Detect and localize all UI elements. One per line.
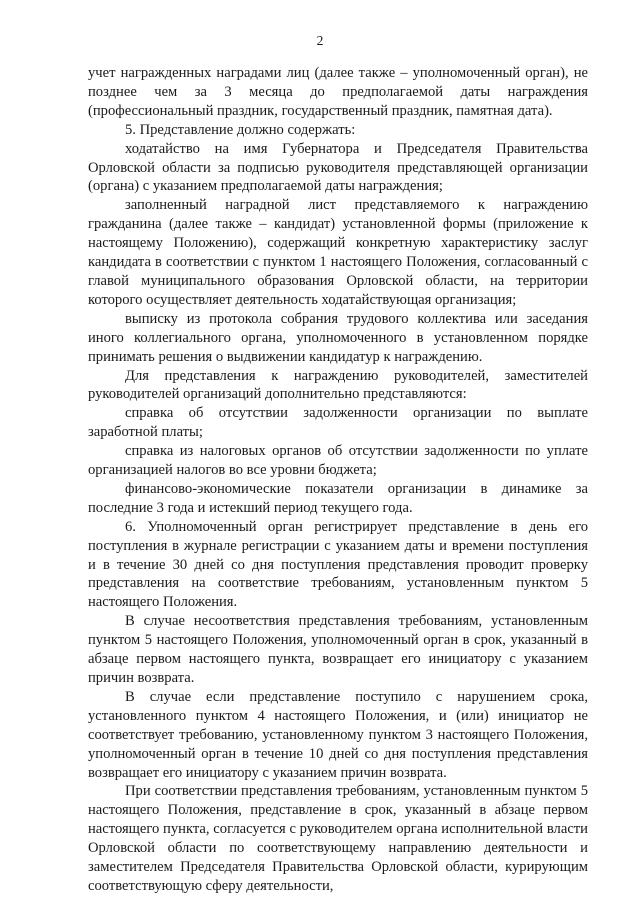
paragraph-salary-certificate: справка об отсутствии задолженности организации по выплате заработной платы; [88,405,588,441]
paragraph-managers-additional: Для представления к награждению руководителей, заместителей руководителей организаций дополнительно представляются: [88,367,588,403]
paragraph-tax-certificate: справка из налоговых органов об отсутствии задолженности по уплате организацией налогов во все уровни бюджета; [88,443,588,479]
paragraph-late-submission-return: В случае если представление поступило с нарушением срока, установленного пунктом 4 настоящего Положения, и (или) инициатор не соответствует требованию, установленному пунктом 3 настоящего Положения, уполномоченный орган в течение 10 дней со дня поступления представления возвращает его инициатору с указанием причин возврата. [88,688,588,781]
paragraph-protocol-extract: выписку из протокола собрания трудового коллектива или заседания иного коллегиального органа, уполномоченного в установленном порядке принимать решения о выдвижении кандидатур к награждению. [88,310,588,365]
paragraph-petition: ходатайство на имя Губернатора и Председателя Правительства Орловской области за подписью руководителя представляющей организации (органа) с указанием предполагаемой даты награждения; [88,140,588,195]
paragraph-section-6-registration: 6. Уполномоченный орган регистрирует представление в день его поступления в журнале регистрации с указанием даты и времени поступления и в течение 30 дней со дня поступления представления проводит проверку представления на соответствие требованиям, установленным пунктом 5 настоящего Положения. [88,518,588,611]
paragraph-award-sheet: заполненный наградной лист представляемого к награждению гражданина (далее также – кандидат) установленной формы (приложение к настоящему Положению), содержащий конкретную характеристику заслуг кандидата в соответствии с пунктом 1 настоящего Положения, согласованный с главой муниципального образования Орловской области, на территории которого осуществляет деятельность ходатайствующая организация; [88,197,588,308]
document-body [88,64,588,896]
paragraph-conformity-approval: При соответствии представления требованиям, установленным пунктом 5 настоящего Положения, представление в срок, указанный в абзаце первом настоящего пункта, согласуется с руководителем органа исполнительной власти Орловской области по соответствующему направлению деятельности и заместителем Председателя Правительства Орловской области, курирующим соответствующую сферу деятельности, [88,783,588,894]
paragraph-financial-indicators: финансово-экономические показатели организации в динамике за последние 3 года и истекший период текущего года. [88,480,588,516]
paragraph-section-5-heading: 5. Представление должно содержать: [125,121,356,138]
paragraph-nonconformity-return: В случае несоответствия представления требованиям, установленным пунктом 5 настоящего Положения, уполномоченный орган в срок, указанный в абзаце первом настоящего пункта, возвращает его инициатору с указанием причин возврата. [88,613,588,686]
page-number: 2 [316,33,324,48]
paragraph-continuation: учет награжденных наградами лиц (далее также – уполномоченный орган), не позднее чем за 3 месяца до предполагаемой даты награждения (профессиональный праздник, государственный праздник, памятная дата). [88,65,588,119]
